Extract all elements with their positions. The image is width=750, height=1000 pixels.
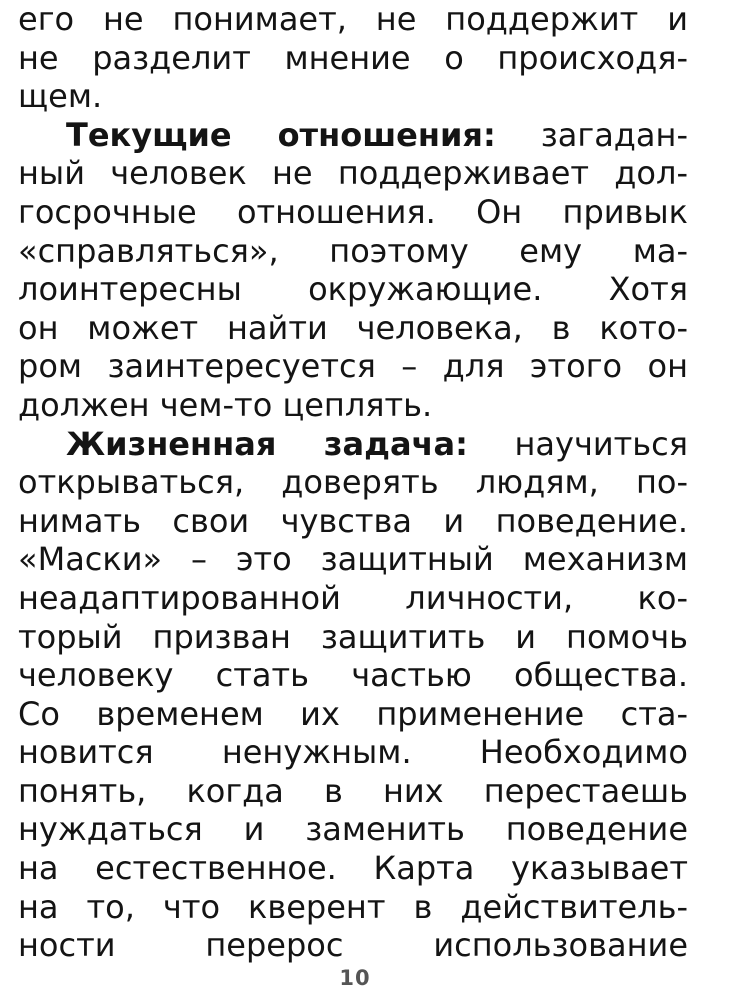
text-line: на то, что кверент в действитель- (18, 887, 688, 926)
text-line: торый призван защитить и помочь (18, 617, 688, 656)
text-line: нуждаться и заменить поведение (18, 810, 688, 849)
page-number: 10 (339, 966, 371, 990)
text-fragment: научиться (467, 424, 688, 463)
text-line: неадаптированной личности, ко- (18, 578, 688, 617)
text-line: понять, когда в них перестаешь (18, 771, 688, 810)
paragraph-current-relationships (18, 116, 688, 155)
text-line: щем. (18, 77, 103, 116)
text-line: ности перерос использование (18, 926, 688, 965)
text-line: человеку стать частью общества. (18, 656, 688, 695)
text-line: он может найти человека, в кото- (18, 308, 688, 347)
heading-life-task: Жизненная задача: (66, 424, 468, 463)
book-page (18, 0, 688, 1000)
text-line: ром заинтересуется – для этого он (18, 347, 688, 386)
heading-current-relationships: Текущие отношения: (66, 115, 496, 154)
text-line: «Маски» – это защитный механизм (18, 540, 688, 579)
text-line: лоинтересны окружающие. Хотя (18, 270, 688, 309)
text-line: «справляться», поэтому ему ма- (18, 231, 688, 270)
text-line: его не понимает, не поддержит и (18, 0, 688, 38)
paragraph-life-task (18, 425, 688, 464)
text-line: не разделит мнение о происходя- (18, 38, 688, 77)
text-line: должен чем-то цеплять. (18, 385, 433, 424)
text-line: новится ненужным. Необходимо (18, 733, 688, 772)
text-line: ный человек не поддерживает дол- (18, 154, 688, 193)
text-line: открываться, доверять людям, по- (18, 463, 688, 502)
text-line: госрочные отношения. Он привык (18, 192, 688, 231)
text-line: на естественное. Карта указывает (18, 849, 688, 888)
text-line: Со временем их применение ста- (18, 694, 688, 733)
text-line: нимать свои чувства и поведение. (18, 501, 688, 540)
text-fragment: загадан- (495, 115, 688, 154)
